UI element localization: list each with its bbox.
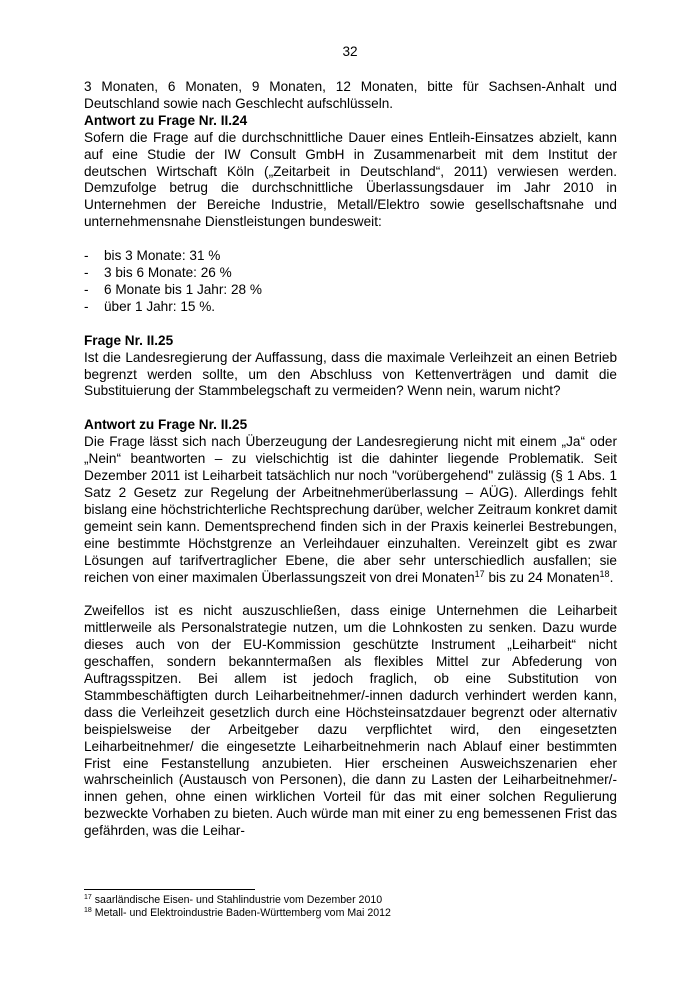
spacer — [84, 400, 617, 417]
answer-25-heading: Antwort zu Frage Nr. II.25 — [84, 417, 248, 433]
question-25-heading: Frage Nr. II.25 — [84, 332, 174, 348]
spacer — [84, 231, 617, 248]
list-item: - 3 bis 6 Monate: 26 % — [84, 265, 232, 281]
duration-list — [84, 248, 617, 316]
footnote-divider — [84, 889, 255, 890]
footnotes — [84, 894, 617, 919]
answer-25-paragraph-2: Zweifellos ist es nicht auszuschließen, dass einige Unternehmen die Leiharbeit mittlerweile als Personalstrategie nutzen, um die Lohnkosten zu senken. Dazu wurde dieses auch von der EU-Kommission geschützte Instrument „Leiharbeit“ nicht geschaffen, sondern bekanntermaßen als flexibles Mittel zur Abfederung von Auftragsspitzen. Bei allem ist jedoch fraglich, ob eine Substitution von Stammbeschäftigten durch Leiharbeitnehmer/-innen dadurch verhindert werden kann, dass die Verleihzeit gesetzlich durch eine Höchsteinsatzdauer begrenzt oder alternativ beispielsweise der Arbeitgeber dazu verpflichtet wird, den eingesetzten Leiharbeitnehmer/ die eingesetzte Leiharbeitnehmerin nach Ablauf einer bestimmten Frist eine Festanstellung anzubieten. Hier erscheinen Ausweichszenarien eher wahrscheinlich (Austausch von Personen), die dann zu Lasten der Leiharbeitnehmer/-innen gehen, ohne einen wirklichen Vorteil für das mit einer solchen Regulierung bezweckte Vorhaben zu bieten. Auch würde man mit einer zu eng bemessenen Frist das gefährden, was die Leihar- — [84, 603, 617, 839]
intro-line-2: Deutschland sowie nach Geschlecht aufschlüsseln. — [84, 95, 394, 111]
footnote-18: $^{18}$ Metall- und Elektroindustrie Baden-Württemberg vom Mai 2012 — [84, 906, 391, 919]
footnote-ref-17[interactable]: 17 — [474, 568, 485, 579]
spacer — [84, 316, 617, 333]
answer-25-paragraph-1: Die Frage lässt sich nach Überzeugung der Landesregierung nicht mit einem „Ja“ oder „Nein“ beantworten – zu vielschichtig ist die dahinter liegende Problematik. Seit Dezember 2011 ist Leiharbeit tatsächlich nur noch "vorübergehend" zulässig (§ 1 Abs. 1 Satz 2 Gesetz zur Regelung der Arbeitnehmerüberlassung – AÜG). Allerdings fehlt bislang eine höchstrichterliche Rechtsprechung darüber, welcher Zeitraum konkret damit gemeint sein kann. Dementsprechend finden sich in der Praxis keinerlei Bestrebungen, eine bestimmte Höchstgrenze an Verleihdauer einzuhalten. Vereinzelt gibt es zwar Lösungen auf tarifvertraglicher Ebene, die aber sehr unterschiedlich ausfallen; sie reichen von einer maximalen Überlassungszeit von drei Monaten$^{17}$ bis zu 24 Monaten$^{18}$. — [84, 434, 617, 585]
list-item: - 6 Monate bis 1 Jahr: 28 % — [84, 281, 262, 297]
footnote-ref-18[interactable]: 18 — [599, 568, 610, 579]
list-item: - über 1 Jahr: 15 %. — [84, 298, 216, 314]
footnote-17: $^{17}$ saarländische Eisen- und Stahlindustrie vom Dezember 2010 — [84, 894, 383, 906]
page-number: 32 — [342, 44, 358, 59]
list-item: - bis 3 Monate: 31 % — [84, 248, 221, 264]
question-25-text: Ist die Landesregierung der Auffassung, dass die maximale Verleihzeit an einen Betrieb begrenzt werden sollte, um den Abschluss von Kettenverträgen und damit die Substituierung der Stammbelegschaft zu vermeiden? Wenn nein, warum nicht? — [84, 349, 617, 399]
intro-line-1: 3 Monaten, 6 Monaten, 9 Monaten, 12 Monaten, bitte für Sachsen-Anhalt und — [84, 79, 617, 94]
answer-24-text: Sofern die Frage auf die durchschnittliche Dauer eines Entleih-Einsatzes abzielt, kann auf eine Studie der IW Consult GmbH in Zusammenarbeit mit dem Institut der deutschen Wirtschaft Köln („Zeitarbeit in Deutschland“, 2011) verwiesen werden. Demzufolge betrug die durchschnittliche Überlassungsdauer im Jahr 2010 in Unternehmen der Bereiche Industrie, Metall/Elektro sowie gesellschaftsnahe und unternehmensnahe Dienstleistungen bundesweit: — [84, 129, 617, 230]
document-body — [84, 79, 617, 840]
answer-24-heading: Antwort zu Frage Nr. II.24 — [84, 112, 248, 128]
spacer — [84, 586, 617, 603]
